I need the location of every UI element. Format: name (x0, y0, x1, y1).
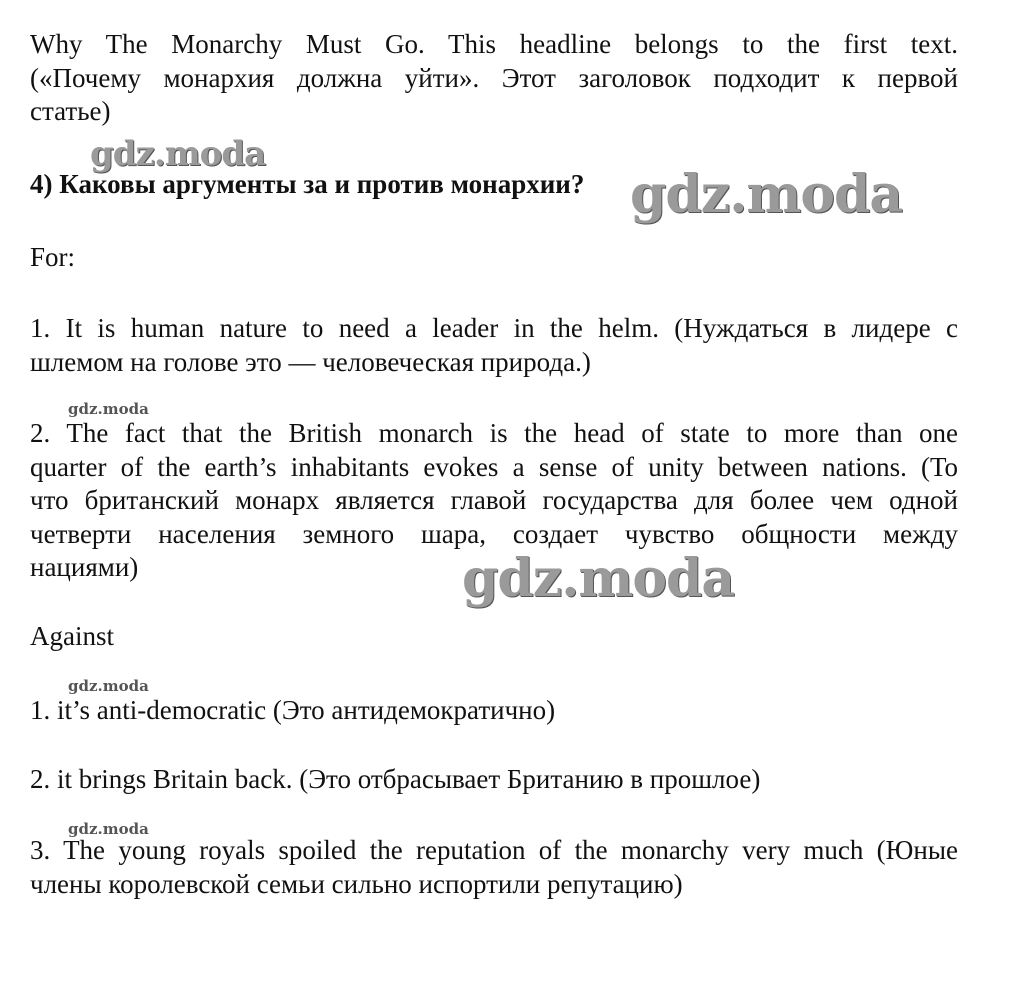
intro-line-1: Why The Monarchy Must Go. This headline belongs to the first text. (30, 29, 958, 59)
intro-line-2: («Почему монархия должна уйти». Этот заголовок подходит к первой (30, 62, 958, 93)
question-heading: 4) Каковы аргументы за и против монархии? (30, 169, 585, 199)
watermark-logo: gdz.moda (462, 548, 735, 609)
watermark-logo: gdz.moda (68, 400, 149, 418)
for-item-1 (30, 312, 958, 379)
for-label: For: (30, 242, 76, 272)
watermark-logo: gdz.moda (68, 677, 149, 695)
watermark-logo: gdz.moda (630, 164, 903, 225)
watermark-logo: gdz.moda (90, 134, 266, 174)
for-item-2-line-a: 2. The fact that the British monarch is the head of state to more than one (30, 418, 958, 448)
against-item-3-line-b: члены королевской семьи сильно испортили репутацию) (30, 868, 683, 899)
for-item-2-line-c: что британский монарх является главой государства для более чем одной (30, 485, 958, 515)
for-item-1-line-a: 1. It is human nature to need a leader in the helm. (Нуждаться в лидере с (30, 313, 958, 343)
for-item-2-line-e: нациями) (30, 552, 139, 582)
for-item-2-line-d: четверти населения земного шара, создает чувство общности между (30, 518, 958, 549)
for-item-1-line-b: шлемом на голове это — человеческая природа.) (30, 346, 591, 377)
for-item-2-line-b: quarter of the earth’s inhabitants evokes a sense of unity between nations. (То (30, 451, 958, 482)
intro-line-3: статье) (30, 96, 111, 126)
against-item-3-line-a: 3. The young royals spoiled the reputation of the monarchy very much (Юные (30, 835, 958, 865)
against-item-2: 2. it brings Britain back. (Это отбрасывает Британию в прошлое) (30, 764, 761, 794)
against-item-1: 1. it’s anti-democratic (Это антидемократично) (30, 695, 556, 725)
against-label: Against (30, 621, 114, 651)
intro-paragraph (30, 28, 958, 129)
watermark-logo: gdz.moda (68, 820, 149, 838)
against-item-3 (30, 834, 958, 901)
